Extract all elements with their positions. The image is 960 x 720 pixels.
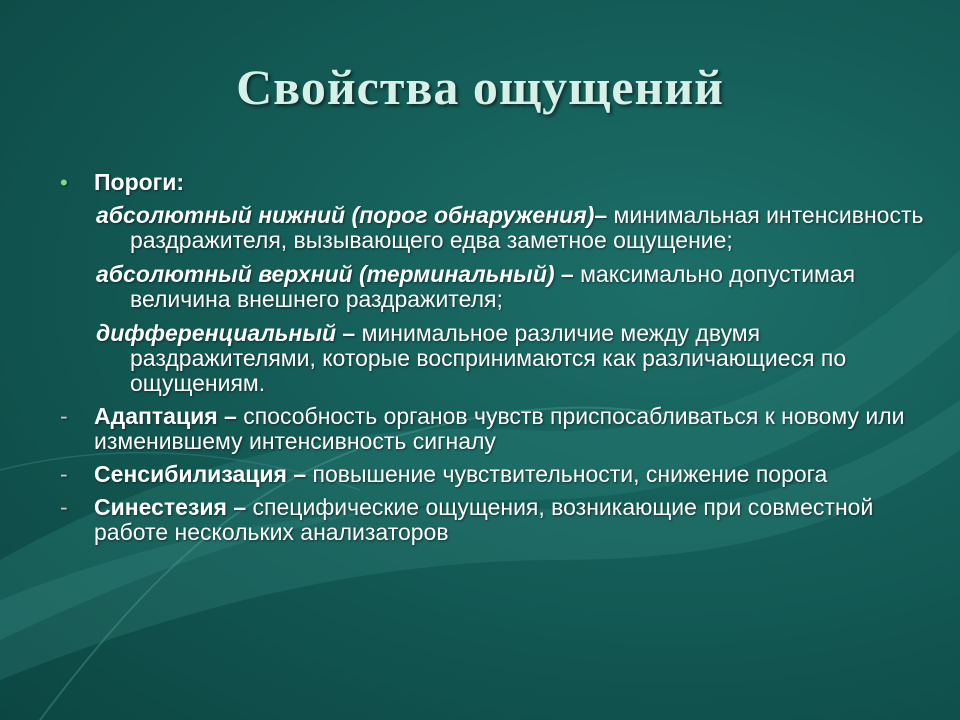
property-term: Адаптация – — [94, 403, 237, 429]
property-term: Сенсибилизация – — [94, 461, 307, 487]
threshold-dash: – — [594, 202, 608, 228]
bullet-dash: - — [60, 494, 68, 520]
list-item-synesthesia — [58, 495, 928, 545]
bullet-dash: - — [60, 461, 68, 487]
threshold-absolute-upper — [94, 262, 928, 312]
property-definition: способность органов чувств приспосабливаться к новому или изменившему интенсивность сигналу — [94, 403, 905, 454]
list-item-sensitization — [58, 462, 928, 487]
thresholds-heading: Пороги: — [94, 169, 185, 195]
threshold-definition: максимально допустимая величина внешнего раздражителя; — [130, 261, 856, 312]
bullet-dash: - — [60, 403, 68, 429]
threshold-term: абсолютный верхний (терминальный) — [96, 261, 555, 287]
threshold-dash: – — [554, 261, 574, 287]
threshold-definition: минимальная интенсивность раздражителя, вызывающего едва заметное ощущение; — [130, 202, 924, 253]
property-definition: повышение чувствительности, снижение порога — [306, 461, 828, 487]
threshold-differential — [94, 321, 928, 396]
threshold-dash: – — [336, 320, 356, 346]
list-item-thresholds — [58, 170, 928, 195]
slide-title: Свойства ощущений — [236, 59, 724, 115]
bullet-dot: • — [60, 170, 68, 195]
property-definition: специфические ощущения, возникающие при совместной работе нескольких анализаторов — [94, 494, 874, 545]
threshold-absolute-lower — [94, 203, 928, 253]
list-item-adaptation — [58, 404, 928, 454]
threshold-term: дифференциальный — [96, 320, 337, 346]
property-term: Синестезия – — [94, 494, 247, 520]
threshold-definition: минимальное различие между двумя раздражителями, которые воспринимаются как различающиеся по ощущениям. — [130, 320, 847, 396]
slide-body — [58, 170, 928, 545]
threshold-term: абсолютный нижний (порог обнаружения) — [96, 202, 595, 228]
